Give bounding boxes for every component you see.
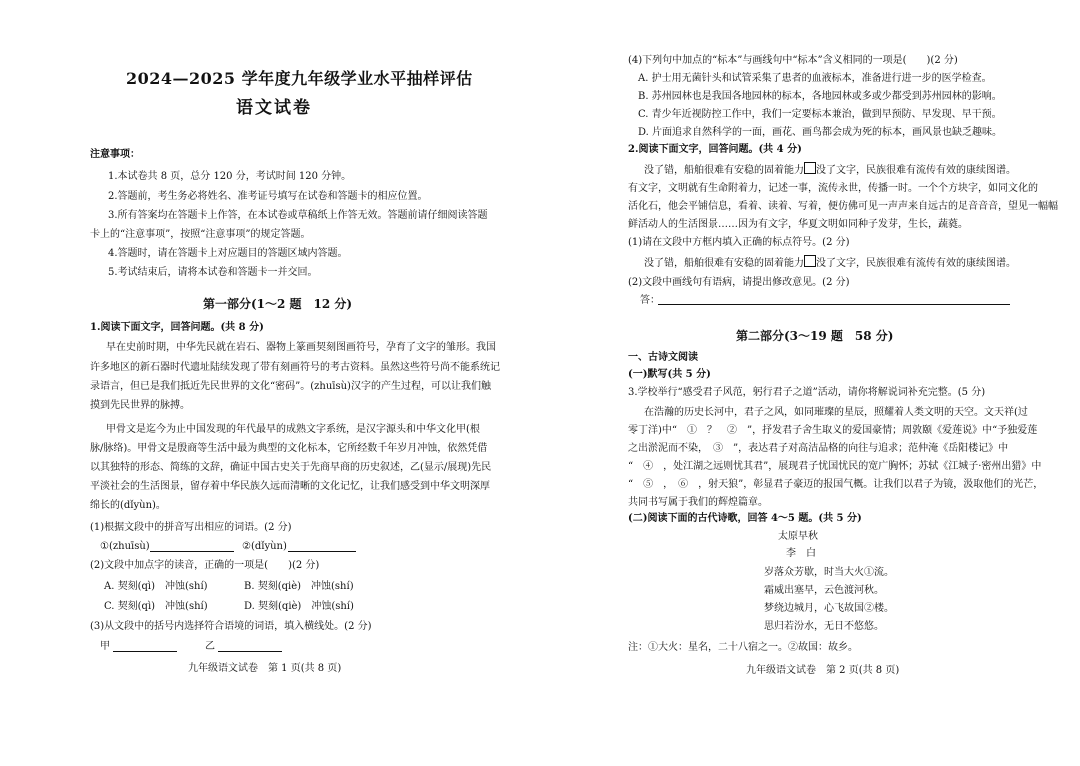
answer-blank-yi[interactable] xyxy=(218,651,282,652)
sub-question-2-2: (2)文段中画线句有语病，请提出修改意见。(2 分) xyxy=(628,277,850,288)
poem-line: 岁落众芳歇，时当大火①流。 xyxy=(764,567,894,578)
page-2 xyxy=(540,0,1080,766)
subsection-heading: (二)阅读下面的古代诗歌，回答 4～5 题。(共 5 分) xyxy=(628,513,862,524)
page-footer: 九年级语文试卷 第 1 页(共 8 页) xyxy=(188,663,342,674)
poem-line: 霜威出塞早，云色渡河秋。 xyxy=(764,585,884,596)
passage-line: 有文字，文明就有生命附着力，记述一事，流传永世，传播一时。一个个方块字，如同文化的 xyxy=(628,183,1038,194)
poem-line: 思归若汾水，无日不悠悠。 xyxy=(764,621,884,632)
sub-question-3: (3)从文段中的括号内选择符合语境的词语，填入横线处。(2 分) xyxy=(90,621,372,632)
sub-question-1: (1)根据文段中的拼音写出相应的词语。(2 分) xyxy=(90,522,292,533)
quote-line xyxy=(644,255,1016,270)
question-2: 2.阅读下面文字，回答问题。(共 4 分) xyxy=(628,144,802,155)
option-c: C. 青少年近视防控工作中，我们一定要标本兼治，做到早预防、早发现、早干预。 xyxy=(638,109,1002,120)
passage-line: 活化石，他会平铺信息，看着、读着、写着，便仿佛可见一声声来自远古的足音音音，望见一幅幅 xyxy=(628,201,1058,212)
page-footer: 九年级语文试卷 第 2 页(共 8 页) xyxy=(746,665,900,676)
blank-label-yi: 乙 xyxy=(205,641,215,652)
passage-line: 许多地区的新石器时代遗址陆续发现了带有刻画符号的考古资料。虽然这些符号尚不能系统记 xyxy=(90,362,500,373)
option-b: B. 契刻(qiè) 冲蚀(shí) xyxy=(244,581,354,592)
answer-blank[interactable] xyxy=(150,551,234,552)
passage-line: 录语言，但已是我们抵近先民世界的文化“密码”。(zhuīsù)汉字的产生过程，可以让我们触 xyxy=(90,381,491,392)
note-item: 3.所有答案均在答题卡上作答，在本试卷或草稿纸上作答无效。答题前请仔细阅读答题 xyxy=(108,210,488,221)
answer-blank[interactable] xyxy=(288,551,356,552)
passage-line: 以其独特的形态、简练的文辞，确证中国古史关于先商早商的历史叙述，乙(显示/展现)先民 xyxy=(90,462,492,473)
blank-label: ①(zhuīsù) xyxy=(100,541,150,552)
question-1: 1.阅读下面文字，回答问题。(共 8 分) xyxy=(90,322,264,333)
passage-line: 零丁洋)中“ ① ？ ② ”，抒发君子舍生取义的爱国豪情；周敦颐《爱莲说》中“予独爱莲 xyxy=(628,425,1038,436)
part2-heading: 第二部分(3～19 题 58 分) xyxy=(736,329,894,343)
passage-line: 平淡社会的生活图景，留存着中华民族久远而清晰的文化记忆，让我们感受到中华文明深厚 xyxy=(90,481,490,492)
passage-line: 脉/脉络)。甲骨文是殷商等生活中最为典型的文化标本，它所经数千年岁月冲蚀，依然凭借 xyxy=(90,443,488,454)
section-heading: 一、古诗文阅读 xyxy=(628,352,698,363)
note-item: 4.答题时，请在答题卡上对应题目的答题区域内答题。 xyxy=(108,248,348,259)
option-a: A. 护士用无菌针头和试管采集了患者的血液标本，准备进行进一步的医学检查。 xyxy=(638,73,992,84)
answer-blank-jia[interactable] xyxy=(113,651,177,652)
passage-line xyxy=(644,162,1016,177)
note-item: 卡上的“注意事项”，按照“注意事项”的规定答题。 xyxy=(90,229,311,240)
sub-question-2-1: (1)请在文段中方框内填入正确的标点符号。(2 分) xyxy=(628,237,850,248)
passage-line: 摸到先民世界的脉搏。 xyxy=(90,400,190,411)
punctuation-box[interactable] xyxy=(804,162,816,174)
option-d: D. 契刻(qiè) 冲蚀(shí) xyxy=(244,601,354,612)
passage-line: “ ⑤ ， ⑥ ，射天狼”，彰显君子豪迈的报国气概。让我们以君子为镜，汲取他们的光芒， xyxy=(628,479,1044,490)
passage-line: 绵长的(dǐyùn)。 xyxy=(90,500,166,511)
passage-text: 没了文字，民族很难有流传有效的康续图谱。 xyxy=(816,165,1016,176)
poem-note: 注：①大火：星名，二十八宿之一。②故国：故乡。 xyxy=(628,642,858,653)
passage-line: 早在史前时期，中华先民就在岩石、器物上篆画契刻图画符号，孕育了文字的雏形。我国 xyxy=(106,342,496,353)
option-c: C. 契刻(qì) 冲蚀(shí) xyxy=(104,601,208,612)
passage-line: 甲骨文是迄今为止中国发现的年代最早的成熟文字系统，是汉字源头和中华文化甲(根 xyxy=(106,424,480,435)
poem-author: 李 白 xyxy=(786,548,816,559)
part1-heading: 第一部分(1～2 题 12 分) xyxy=(203,297,353,311)
poem-title: 太原早秋 xyxy=(778,531,818,542)
sub-question-2: (2)文段中加点字的读音，正确的一项是( )(2 分) xyxy=(90,560,320,571)
answer-label: 答： xyxy=(640,295,660,306)
answer-line[interactable] xyxy=(658,304,1010,305)
passage-line: “ ④ ，处江湖之远则忧其君”，展现君子忧国忧民的宽广胸怀；苏轼《江城子·密州出猎》中 xyxy=(628,461,1042,472)
exam-title: 2024—2025 学年度九年级学业水平抽样评估 xyxy=(126,69,473,88)
passage-line: 之出淤泥而不染， ③ ”，表达君子对高洁品格的向往与追求；范仲淹《岳阳楼记》中 xyxy=(628,443,1009,454)
subsection-heading: (一)默写(共 5 分) xyxy=(628,369,711,380)
passage-line: 鲜活动人的生活图景……因为有文字，华夏文明如同种子发芽，生长，蔬蕤。 xyxy=(628,219,968,230)
exam-subtitle: 语文试卷 xyxy=(236,98,312,118)
passage-line: 共同书写属于我们的辉煌篇章。 xyxy=(628,497,768,508)
punctuation-box[interactable] xyxy=(804,255,816,267)
note-item: 2.答题前，考生务必将姓名、准考证号填写在试卷和答题卡的相应位置。 xyxy=(108,191,428,202)
blank-label: ②(dǐyùn) xyxy=(242,541,287,552)
option-d: D. 片面追求自然科学的一面，画花、画鸟都会成为死的标本，画风景也缺乏趣味。 xyxy=(638,127,1003,138)
poem-line: 梦绕边城月，心飞故国②楼。 xyxy=(764,603,894,614)
question-4: (4)下列句中加点的“标本”与画线句中“标本”含义相同的一项是( )(2 分) xyxy=(628,55,958,66)
note-item: 5.考试结束后，请将本试卷和答题卡一并交回。 xyxy=(108,267,318,278)
passage-text: 没了错，船舶很难有安稳的固着能力 xyxy=(644,165,804,176)
blank-label-jia: 甲 xyxy=(100,641,110,652)
question-3: 3.学校举行“感受君子风范，躬行君子之道”活动，请你将解说词补充完整。(5 分) xyxy=(628,387,986,398)
option-b: B. 苏州园林也是我国各地园林的标本，各地园林或多或少都受到苏州园林的影响。 xyxy=(638,91,1002,102)
option-a: A. 契刻(qì) 冲蚀(shí) xyxy=(104,581,208,592)
passage-line: 在浩瀚的历史长河中，君子之风，如同璀璨的星辰，照耀着人类文明的天空。文天祥(过 xyxy=(644,407,1028,418)
quote-text: 没了错，船舶很难有安稳的固着能力 xyxy=(644,258,804,269)
quote-text: 没了文字，民族很难有流传有效的康续图谱。 xyxy=(816,258,1016,269)
note-item: 1.本试卷共 8 页，总分 120 分，考试时间 120 分钟。 xyxy=(108,171,352,182)
notes-heading: 注意事项： xyxy=(90,149,140,160)
